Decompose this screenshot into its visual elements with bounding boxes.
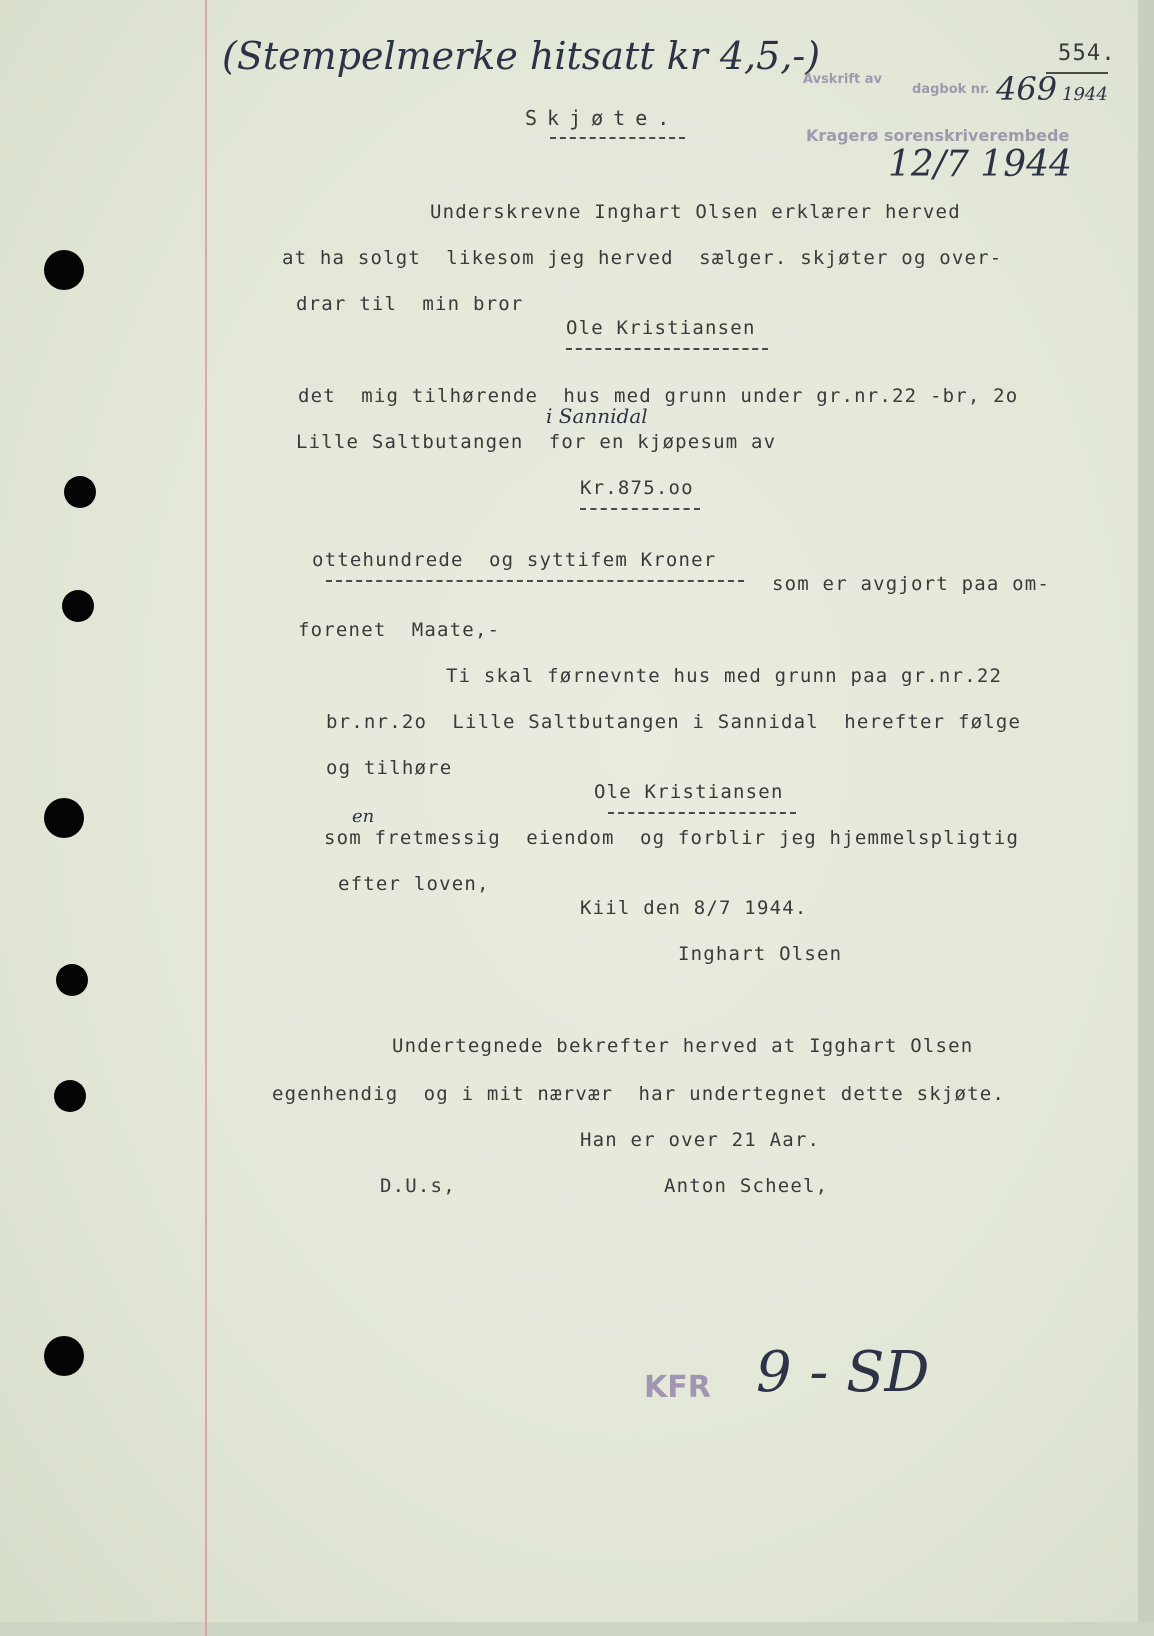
handwritten-stamp-duty-note: (Stempelmerke hitsatt kr 4,5,-)	[222, 34, 821, 78]
buyer-name: Ole Kristiansen	[594, 781, 784, 803]
body-line: Ti skal førnevnte hus med grunn paa gr.nr.22	[446, 665, 1003, 687]
body-line: egenhendig og i mit nærvær har undertegnet dette skjøte.	[272, 1083, 1006, 1105]
body-line: som fretmessig eiendom og forblir jeg hjemmelspligtig	[324, 827, 1020, 849]
punch-hole	[64, 476, 96, 508]
page-edge-bottom	[0, 1622, 1154, 1636]
body-line: det mig tilhørende hus med grunn under gr.nr.22 -br, 2o	[298, 385, 1019, 407]
body-line: Han er over 21 Aar.	[580, 1129, 821, 1151]
body-line: drar til min bror	[296, 293, 524, 315]
body-line: Undertegnede bekrefter herved at Igghart Olsen	[392, 1035, 974, 1057]
stamp-handwritten-date: 12/7 1944	[888, 144, 1072, 185]
body-line: br.nr.2o Lille Saltbutangen i Sannidal herefter følge	[326, 711, 1022, 733]
body-line: at ha solgt likesom jeg herved sælger. skjøter og over-	[282, 247, 1003, 269]
purchase-price-underline	[580, 508, 700, 510]
journal-number: 469	[996, 70, 1058, 108]
registry-stamp-line3: Kragerø sorenskriverembede	[806, 126, 1070, 145]
witness-abbreviation: D.U.s,	[380, 1175, 456, 1197]
margin-line	[205, 0, 207, 1636]
handwritten-insert-sannidal: i Sannidal	[546, 404, 648, 428]
punch-hole	[44, 250, 84, 290]
body-line: Lille Saltbutangen for en kjøpesum av	[296, 431, 777, 453]
page-edge-right	[1138, 0, 1154, 1636]
handwritten-insert-en: en	[352, 806, 375, 827]
body-line: forenet Maate,-	[298, 619, 501, 641]
document-title: Skjøte.	[525, 106, 680, 130]
amount-in-words-underline	[326, 580, 744, 582]
body-line: efter loven,	[338, 873, 490, 895]
registry-stamp-line1: Avskrift av	[803, 72, 882, 87]
kfr-stamp: KFR	[644, 1370, 711, 1405]
punch-hole	[56, 964, 88, 996]
seller-signature: Inghart Olsen	[678, 943, 843, 965]
place-and-date: Kiil den 8/7 1944.	[580, 897, 808, 919]
buyer-name-underline	[608, 812, 796, 814]
page-number: 554.	[1058, 41, 1116, 66]
purchase-price: Kr.875.oo	[580, 477, 694, 499]
body-line: som er avgjort paa om-	[772, 573, 1051, 595]
buyer-name-underline	[566, 348, 768, 350]
punch-hole	[44, 1336, 84, 1376]
punch-hole	[44, 798, 84, 838]
title-underline	[550, 137, 685, 139]
amount-in-words: ottehundrede og syttifem Kroner	[312, 549, 717, 571]
journal-year: 1944	[1062, 84, 1108, 105]
registry-stamp-line2: dagbok nr.	[912, 82, 990, 97]
body-line: Underskrevne Inghart Olsen erklærer herved	[430, 201, 961, 223]
witness-signature: Anton Scheel,	[664, 1175, 829, 1197]
punch-hole	[62, 590, 94, 622]
handwritten-registry-mark: 9 - SD	[756, 1340, 930, 1405]
buyer-name: Ole Kristiansen	[566, 317, 756, 339]
punch-hole	[54, 1080, 86, 1112]
body-line: og tilhøre	[326, 757, 453, 779]
